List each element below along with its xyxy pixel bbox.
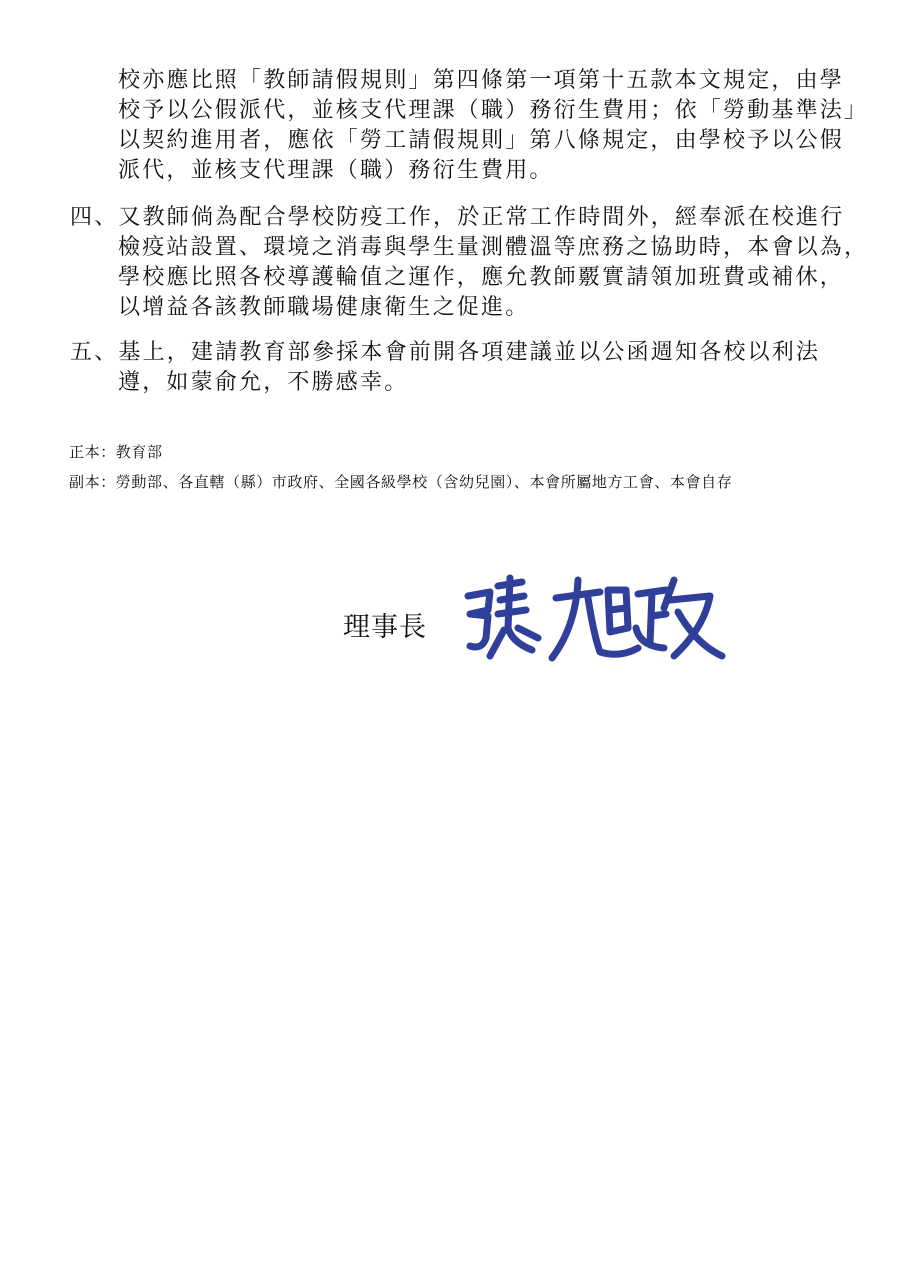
- body-line: 以增益各該教師職場健康衛生之促進。: [118, 295, 530, 320]
- body-line: 學校應比照各校導護輪值之運作，應允教師覈實請領加班費或補休，: [118, 265, 845, 290]
- body-line: 校予以公假派代，並核支代理課（職）務衍生費用；依「勞動基準法」: [118, 98, 869, 123]
- original-recipient-line: 正本：教育部: [69, 443, 163, 461]
- body-line: 遵，如蒙俞允，不勝感幸。: [118, 370, 409, 395]
- body-line: 五、基上，建請教育部參採本會前開各項建議並以公函週知各校以利法: [70, 340, 821, 365]
- chairperson-title: 理事長: [343, 612, 427, 643]
- body-line: 派代，並核支代理課（職）務衍生費用。: [118, 158, 554, 183]
- body-line: 以契約進用者，應依「勞工請假規則」第八條規定，由學校予以公假: [118, 128, 845, 153]
- body-line: 四、又教師倘為配合學校防疫工作，於正常工作時間外，經奉派在校進行: [70, 205, 845, 230]
- handwritten-signature: [460, 568, 730, 668]
- body-line: 校亦應比照「教師請假規則」第四條第一項第十五款本文規定，由學: [118, 68, 845, 93]
- body-line: 檢疫站設置、環境之消毒與學生量測體溫等庶務之協助時，本會以為，: [118, 235, 869, 260]
- copy-recipients-line: 副本：勞動部、各直轄（縣）市政府、全國各級學校（含幼兒園）、本會所屬地方工會、本會自存: [69, 473, 733, 491]
